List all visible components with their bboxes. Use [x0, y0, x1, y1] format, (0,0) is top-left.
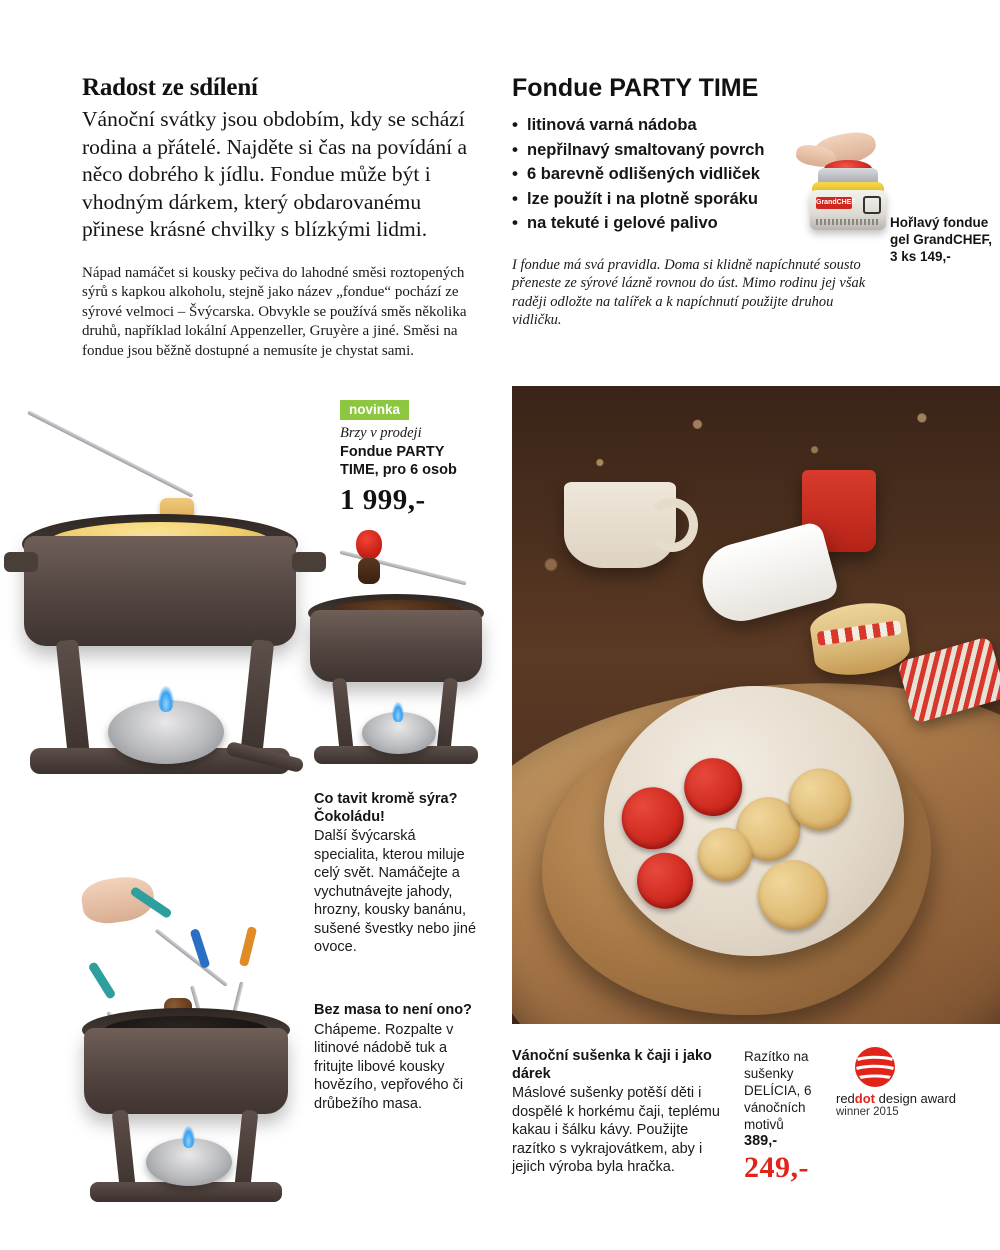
stamp-product-block	[744, 1048, 849, 1185]
product-title: Fondue PARTY TIME	[512, 74, 759, 102]
lead-paragraph: Vánoční svátky jsou obdobím, kdy se schází rodina a přátelé. Najděte si čas na povídání a něco dobrého k jídlu. Fondue může být i vhodným dárkem, který obdarovanému přinese krásné chvilky s blízkými lidmi.	[82, 107, 468, 241]
list-item: • 6 barevně odlišených vidliček	[512, 162, 918, 187]
gel-caption: Hořlavý fondue gel GrandCHEF, 3 ks 149,-	[890, 215, 993, 264]
product-name: Fondue PARTY TIME, pro 6 osob	[340, 444, 457, 478]
flame-icon	[158, 686, 174, 712]
list-item: • lze použít i na plotně sporáku	[512, 187, 918, 212]
cookies-photo	[512, 386, 1000, 1024]
reddot-icon	[854, 1046, 896, 1088]
reddot-red-word: red	[836, 1091, 855, 1106]
gel-brand-label: GrandCHEF	[816, 197, 852, 209]
pot-body	[84, 1028, 288, 1114]
meat-section	[314, 1002, 489, 1113]
fork-handle-orange	[239, 926, 257, 967]
reddot-award-word: design award	[875, 1091, 956, 1106]
flame-icon	[182, 1126, 195, 1148]
fondue-pot-meat-image	[60, 880, 310, 1210]
flame-icon	[392, 702, 404, 722]
reddot-year: winner 2015	[836, 1106, 899, 1118]
stand-leg-right	[240, 639, 274, 761]
pot-body	[24, 536, 296, 646]
photo-mug	[564, 482, 676, 568]
fondue-pot-chocolate-image	[300, 570, 490, 800]
left-text-column	[82, 74, 482, 361]
list-item: • nepřilnavý smaltovaný povrch	[512, 138, 918, 163]
warning-icon	[863, 196, 881, 214]
reddot-dot-word: dot	[854, 1091, 876, 1106]
stand-leg-right	[436, 677, 458, 756]
body-paragraph: Nápad namáčet si kousky pečiva do lahodné směsi roztopených sýrů s kapkou alkoholu, stejně jako název „fondue“ pochází ze sýrové velmoci – Švýcarska. Obvykle se používá směs několika druhů, například lokální Appenzeller, Gruyère a jiné. Směsi na fondue jsou běžně dostupné a nemusíte je chystat sami.	[82, 264, 467, 359]
cookie-stamp-red	[636, 851, 695, 910]
availability-note: Brzy v prodeji	[340, 425, 422, 441]
reddot-award	[836, 1046, 996, 1118]
reddot-label	[836, 1092, 996, 1106]
status-badge: novinka	[340, 400, 409, 420]
product-name: Razítko na sušenky DELÍCIA, 6 vánočních motivů	[744, 1049, 812, 1132]
cookie-stamp-red	[620, 786, 685, 851]
novinka-price-block	[340, 400, 470, 517]
stand-leg-left	[56, 639, 90, 761]
fondue-pot-large-image	[10, 500, 320, 830]
gel-tin-body	[810, 190, 886, 230]
section-body: Další švýcarská specialita, kterou miluje celý svět. Namáčejte a vychutnávejte jahody, hrozny, kousky banánu, sušené švestky nebo jiné ovoce.	[314, 828, 477, 955]
price: 1 999,-	[340, 484, 426, 516]
cookie-section	[512, 1048, 727, 1177]
gel-barcode	[816, 219, 878, 225]
section-body: Chápeme. Rozpalte v litinové nádobě tuk a fritujte libové kousky hovězího, vepřového či drůbežího masa.	[314, 1021, 464, 1112]
pot-handle-left	[4, 552, 38, 572]
etiquette-note: I fondue má svá pravidla. Doma si klidně napíchnuté sousto přeneste ze sýrové lázně rovnou do úst. Mimo rodinu jej však raději odložte na talířek a k napíchnutí použijte druhou vidličku.	[512, 256, 866, 328]
section-heading: Co tavit kromě sýra? Čokoládu!	[314, 791, 458, 825]
strawberry	[356, 530, 382, 560]
price: 249,-	[744, 1151, 809, 1184]
chocolate-section	[314, 791, 484, 957]
cookie-stamp-red	[683, 757, 744, 818]
pot-handle-right	[292, 552, 326, 572]
pot-body	[310, 610, 482, 682]
section-heading: Vánoční sušenka k čaji i jako dárek	[512, 1048, 712, 1082]
stand-leg-left	[332, 677, 354, 756]
old-price: 389,-	[744, 1133, 778, 1149]
list-item: • na tekuté i gelové palivo	[512, 211, 918, 236]
fork-handle-teal	[88, 961, 117, 1000]
chocolate-drip	[358, 558, 380, 584]
section-heading: Bez masa to není ono?	[314, 1002, 472, 1018]
fork-handle-blue	[190, 928, 211, 969]
section-body: Máslové sušenky potěší děti i dospělé k horkému čaji, teplému kakau i šálku kávy. Použijte razítko s vykrajovátkem, aby i jejich výroba byla hračka.	[512, 1085, 720, 1175]
fondue-fork	[27, 410, 194, 498]
list-item: • litinová varná nádoba	[512, 113, 918, 138]
cookie	[756, 858, 830, 932]
page-title: Radost ze sdílení	[82, 74, 258, 101]
